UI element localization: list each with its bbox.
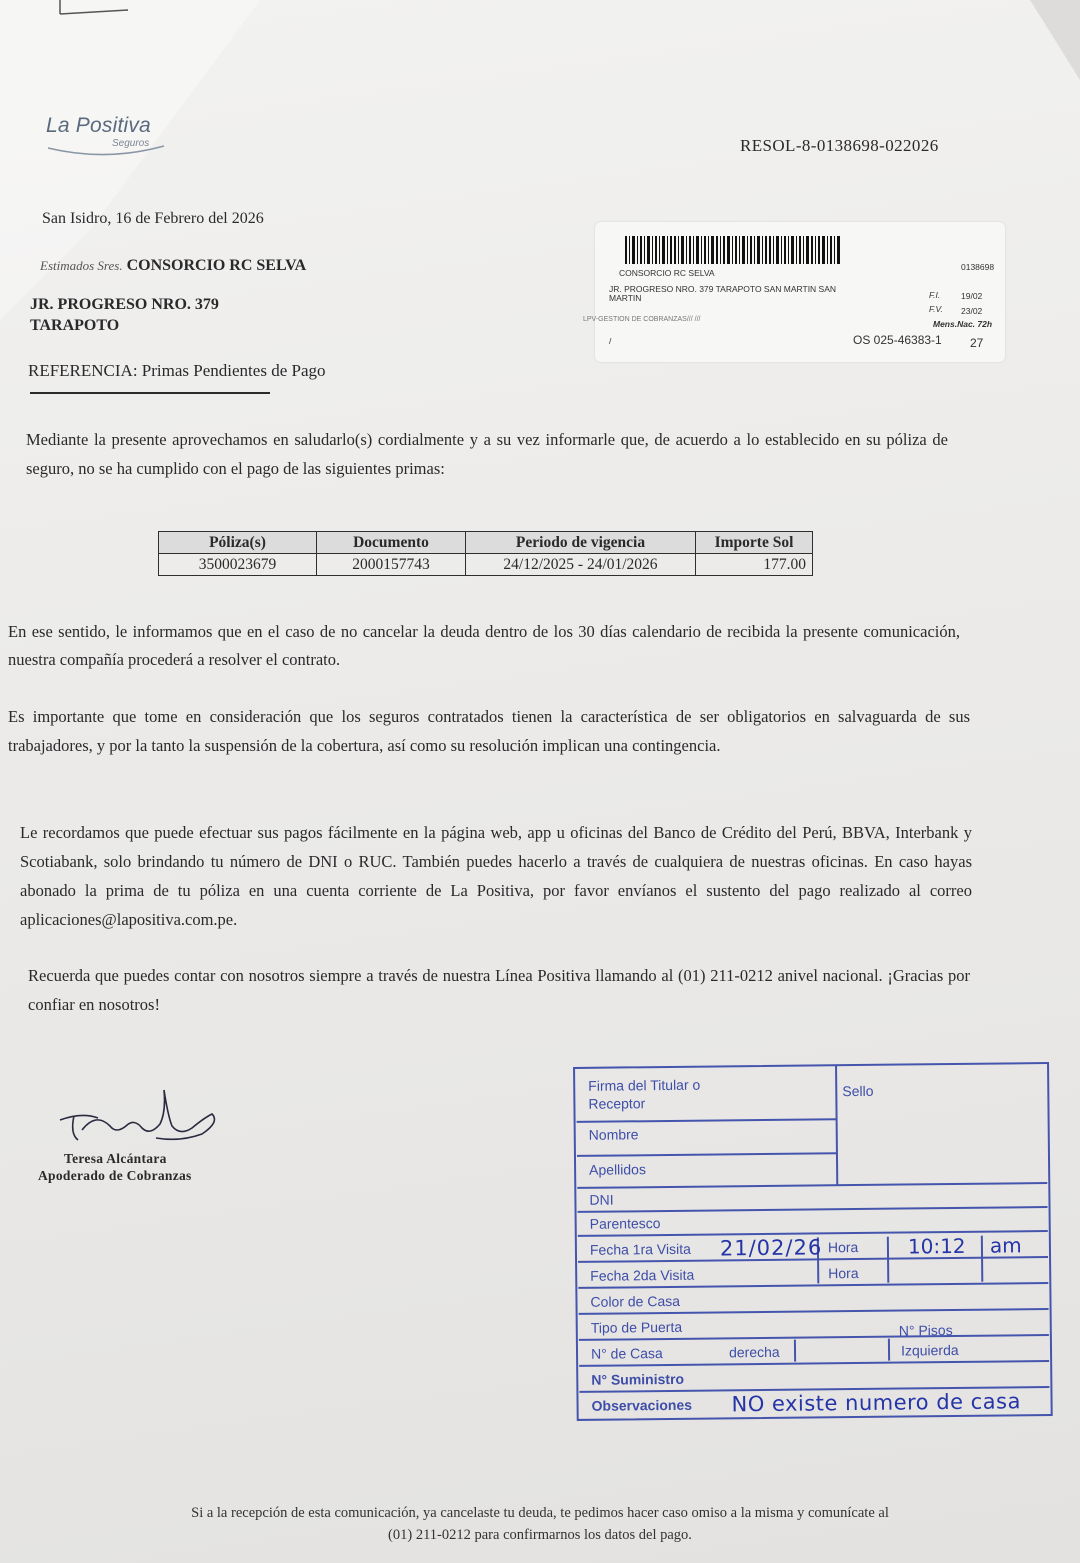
stamp-label-fecha1: Fecha 1ra Visita: [589, 1240, 691, 1258]
intro-paragraph: Mediante la presente aprovechamos en saludarlo(s) cordialmente y a su vez informarle que, de acuerdo a lo establecido en su póliza de seguro, no se ha cumplido con el pago de las siguientes primas:: [26, 430, 948, 478]
stamp-hora-value: 10:12: [907, 1233, 966, 1259]
barcode-icon: [625, 236, 840, 264]
footer-line1: Si a la recepción de esta comunicación, ya cancelaste tu deuda, te pedimos hacer caso omiso a la misma y comunícate al: [191, 1505, 889, 1521]
address-line2: TARAPOTO: [30, 317, 120, 334]
table-header: Importe Sol: [696, 532, 813, 554]
company-logo: La Positiva: [46, 114, 151, 137]
stamp-label-apellidos: Apellidos: [589, 1161, 647, 1178]
stamp-label-fecha2: Fecha 2da Visita: [590, 1266, 695, 1284]
label-fi-value: 19/02: [961, 291, 983, 301]
stamp-label-pisos: N° Pisos: [898, 1322, 953, 1339]
signer-name: Teresa Alcántara: [64, 1151, 167, 1166]
label-fv-value: 23/02: [961, 306, 983, 316]
label-address-2: MARTIN: [609, 293, 642, 303]
stamp-observaciones-value: NO existe numero de casa: [731, 1389, 1022, 1417]
table-header: Póliza(s): [159, 532, 317, 554]
table-cell-documento: 2000157743: [317, 554, 466, 576]
stamp-label-firma: Firma del Titular o Receptor: [588, 1076, 701, 1112]
label-fv: F.V.: [929, 304, 943, 314]
delivery-stamp: [570, 1059, 1058, 1436]
stamp-label-nombre: Nombre: [588, 1126, 639, 1143]
paragraph-mandatory-insurance: Es importante que tome en consideración que los seguros contratados tienen la característica de ser obligatorios en salvaguarda de sus trabajadores, y por la tanto la suspensión de la cobertura, así como su resolución implican una contingencia.: [8, 707, 970, 755]
paragraph-contact: Recuerda que puedes contar con nosotros siempre a través de nuestra Línea Positiva llamando al (01) 211-0212 anivel nacional. ¡Gracias por confiar en nosotros!: [28, 966, 970, 1014]
reference-underline: [30, 392, 270, 394]
paragraph-resolution-warning: En ese sentido, le informamos que en el caso de no cancelar la deuda dentro de los 30 días calendario de recibida la presente comunicación, nuestra compañía procederá a resolver el contrato.: [8, 622, 960, 669]
stamp-label-dni: DNI: [589, 1191, 614, 1208]
table-header: Documento: [317, 532, 466, 554]
stamp-label-hora: Hora: [827, 1238, 859, 1256]
stamp-label-sello: Sello: [842, 1082, 874, 1100]
stamp-label-color: Color de Casa: [590, 1292, 681, 1310]
label-slash: /: [609, 336, 612, 346]
label-department: LPV-GESTION DE COBRANZAS/// ///: [583, 316, 701, 323]
stamp-label-suministro: N° Suministro: [591, 1370, 685, 1388]
stamp-label-tipo: Tipo de Puerta: [590, 1318, 683, 1336]
greeting: [40, 257, 306, 275]
reference-line: REFERENCIA: Primas Pendientes de Pago: [28, 361, 326, 380]
paragraph-payment-channels: Le recordamos que puede efectuar sus pagos fácilmente en la página web, app u oficinas del Banco de Crédito del Perú, BBVA, Interbank y Scotiabank, solo brindando tu número de DNI o RUC. También puedes hacerlo a través de cualquiera de nuestras oficinas. En caso hayas abonado la prima de tu póliza en una cuenta corriente de La Positiva, por favor envíanos el sustento del pago realizado al correo aplicaciones@lapositiva.com.pe.: [20, 823, 972, 929]
recipient-name: CONSORCIO RC SELVA: [126, 257, 307, 274]
company-logo-subtitle: Seguros: [112, 138, 150, 149]
label-mens: Mens.Nac. 72h: [933, 319, 993, 329]
table-header-row: [159, 532, 813, 554]
table-row: [159, 554, 813, 576]
footer-line2: (01) 211-0212 para confirmarnos los datos del pago.: [388, 1527, 692, 1543]
table-cell-poliza: 3500023679: [159, 554, 317, 576]
table-cell-importe: 177.00: [696, 554, 813, 576]
table-header: Periodo de vigencia: [466, 532, 696, 554]
handwritten-signature: [52, 1082, 227, 1152]
pending-premiums-table: [158, 531, 813, 576]
label-fi: F.I.: [929, 290, 941, 300]
stamp-label-observaciones: Observaciones: [591, 1396, 693, 1414]
stamp-label-izquierda: Izquierda: [900, 1341, 959, 1359]
stamp-label-hora2: Hora: [828, 1264, 859, 1282]
address-line1: JR. PROGRESO NRO. 379: [30, 296, 219, 313]
resolution-code: RESOL-8-0138698-022026: [740, 136, 939, 155]
stamp-fecha1-value: 21/02/26: [719, 1235, 823, 1261]
stamp-ampm-value: am: [989, 1233, 1022, 1258]
date-line: San Isidro, 16 de Febrero del 2026: [42, 210, 264, 227]
label-code: 0138698: [961, 262, 995, 272]
stamp-label-parentesco: Parentesco: [589, 1215, 661, 1232]
label-address-1: JR. PROGRESO NRO. 379 TARAPOTO SAN MARTIN SAN: [609, 284, 837, 294]
mailing-label: [583, 222, 1005, 362]
label-name: CONSORCIO RC SELVA: [619, 268, 715, 278]
greeting-prefix: Estimados Sres.: [40, 258, 123, 273]
table-cell-periodo: 24/12/2025 - 24/01/2026: [466, 554, 696, 576]
label-os: OS 025-46383-1: [853, 333, 942, 347]
logo-swoosh-icon: [46, 142, 166, 160]
stamp-label-ncasa: N° de Casa: [590, 1345, 663, 1362]
label-os-number: 27: [970, 336, 984, 350]
stamp-label-derecha: derecha: [728, 1343, 780, 1361]
signer-title: Apoderado de Cobranzas: [38, 1168, 192, 1183]
